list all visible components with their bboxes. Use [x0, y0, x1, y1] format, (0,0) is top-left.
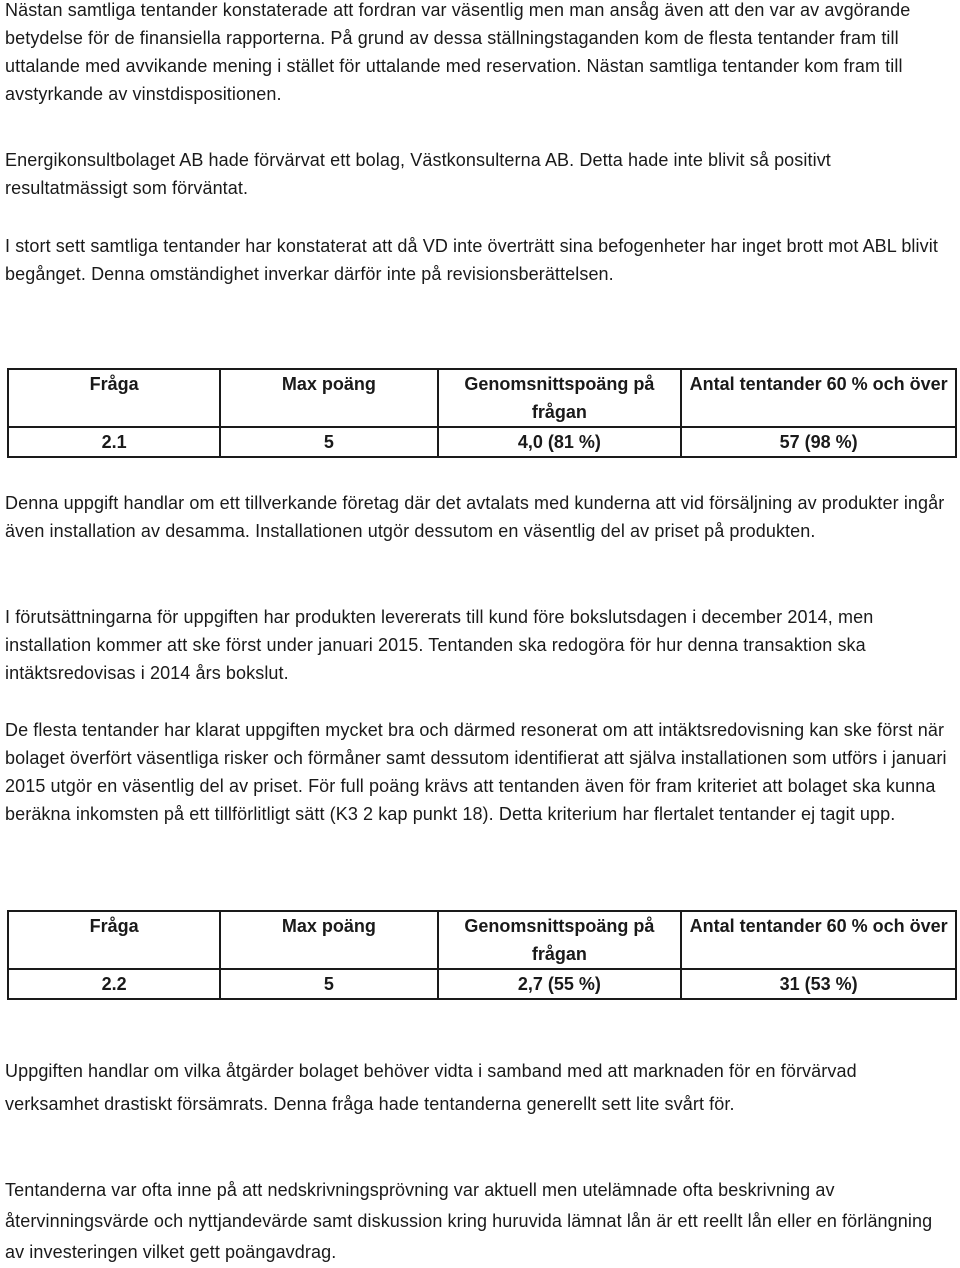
cell-passing-count: 57 (98 %) — [681, 427, 956, 457]
cell-average-points: 2,7 (55 %) — [438, 969, 682, 999]
paragraph-text: Denna uppgift handlar om ett tillverkande företag där det avtalats med kunderna att vid försäljning av produkter ingår även installation av desamma. Installationen utgör dessutom en väsentlig del av priset på produkten. — [5, 493, 945, 541]
cell-max-points: 5 — [220, 969, 437, 999]
paragraph-task-conditions — [5, 603, 953, 687]
paragraph-text: I förutsättningarna för uppgiften har produkten levererats till kund före bokslutsdagen i december 2014, men installation kommer att ske först under januari 2015. Tentanden ska redogöra för hur denna transaktion ska intäktsredovisas i 2014 års bokslut. — [5, 607, 874, 683]
paragraph-text: Uppgiften handlar om vilka åtgärder bolaget behöver vidta i samband med att marknaden för en förvärvad verksamhet drastiskt försämrats. Denna fråga hade tentanderna generellt sett lite svårt för. — [5, 1061, 857, 1114]
table-row — [8, 969, 956, 999]
paragraph-impairment-task — [5, 1055, 953, 1121]
header-cell-passing-count: Antal tentander 60 % och över — [681, 911, 956, 969]
cell-question: 2.1 — [8, 427, 220, 457]
paragraph-text: Tentanderna var ofta inne på att nedskrivningsprövning var aktuell men utelämnade ofta beskrivning av återvinningsvärde och nyttjandevärde samt diskussion kring huruvida lämnat lån är ett reellt lån eller en förlängning av investeringen vilket gett poängavdrag. — [5, 1180, 933, 1262]
cell-average-points: 4,0 (81 %) — [438, 427, 682, 457]
paragraph-acquisition — [5, 146, 953, 202]
header-cell-question: Fråga — [8, 369, 220, 427]
paragraph-task-assessment — [5, 716, 953, 828]
cell-max-points: 5 — [220, 427, 437, 457]
paragraph-text: I stort sett samtliga tentander har konstaterat att då VD inte överträtt sina befogenheter har inget brott mot ABL blivit begånget. Denna omständighet inverkar därför inte på revisionsberättelsen. — [5, 236, 938, 284]
header-cell-average-points: Genomsnittspoäng på frågan — [438, 369, 682, 427]
table-header-row — [8, 369, 956, 427]
cell-question: 2.2 — [8, 969, 220, 999]
score-table-2-2 — [7, 910, 957, 1000]
table-row — [8, 427, 956, 457]
paragraph-task-description — [5, 489, 953, 545]
paragraph-text: Energikonsultbolaget AB hade förvärvat ett bolag, Västkonsulterna AB. Detta hade inte blivit så positivt resultatmässigt som förväntat. — [5, 150, 831, 198]
paragraph-vd-authority — [5, 232, 953, 288]
paragraph-impairment-assessment — [5, 1175, 953, 1268]
paragraph-text: Nästan samtliga tentander konstaterade att fordran var väsentlig men man ansåg även att den var av avgörande betydelse för de finansiella rapporterna. På grund av dessa ställningstaganden kom de flesta tentander fram till uttalande med avvikande mening i stället för uttalande med reservation. Nästan samtliga tentander kom fram till avstyrkande av vinstdispositionen. — [5, 0, 911, 104]
header-cell-max-points: Max poäng — [220, 911, 437, 969]
header-cell-question: Fråga — [8, 911, 220, 969]
paragraph-verdict-summary — [5, 0, 953, 108]
score-table-2-1 — [7, 368, 957, 458]
header-cell-passing-count: Antal tentander 60 % och över — [681, 369, 956, 427]
header-cell-average-points: Genomsnittspoäng på frågan — [438, 911, 682, 969]
header-cell-max-points: Max poäng — [220, 369, 437, 427]
paragraph-text: De flesta tentander har klarat uppgiften mycket bra och därmed resonerat om att intäktsredovisning kan ske först när bolaget överfört väsentliga risker och förmåner samt dessutom identifierat att själva installationen som utförs i januari 2015 utgör en väsentlig del av priset. För full poäng krävs att tentanden även för fram kriteriet att bolaget ska kunna beräkna inkomsten på ett tillförlitligt sätt (K3 2 kap punkt 18). Detta kriterium har flertalet tentander ej tagit upp. — [5, 720, 947, 824]
cell-passing-count: 31 (53 %) — [681, 969, 956, 999]
table-header-row — [8, 911, 956, 969]
